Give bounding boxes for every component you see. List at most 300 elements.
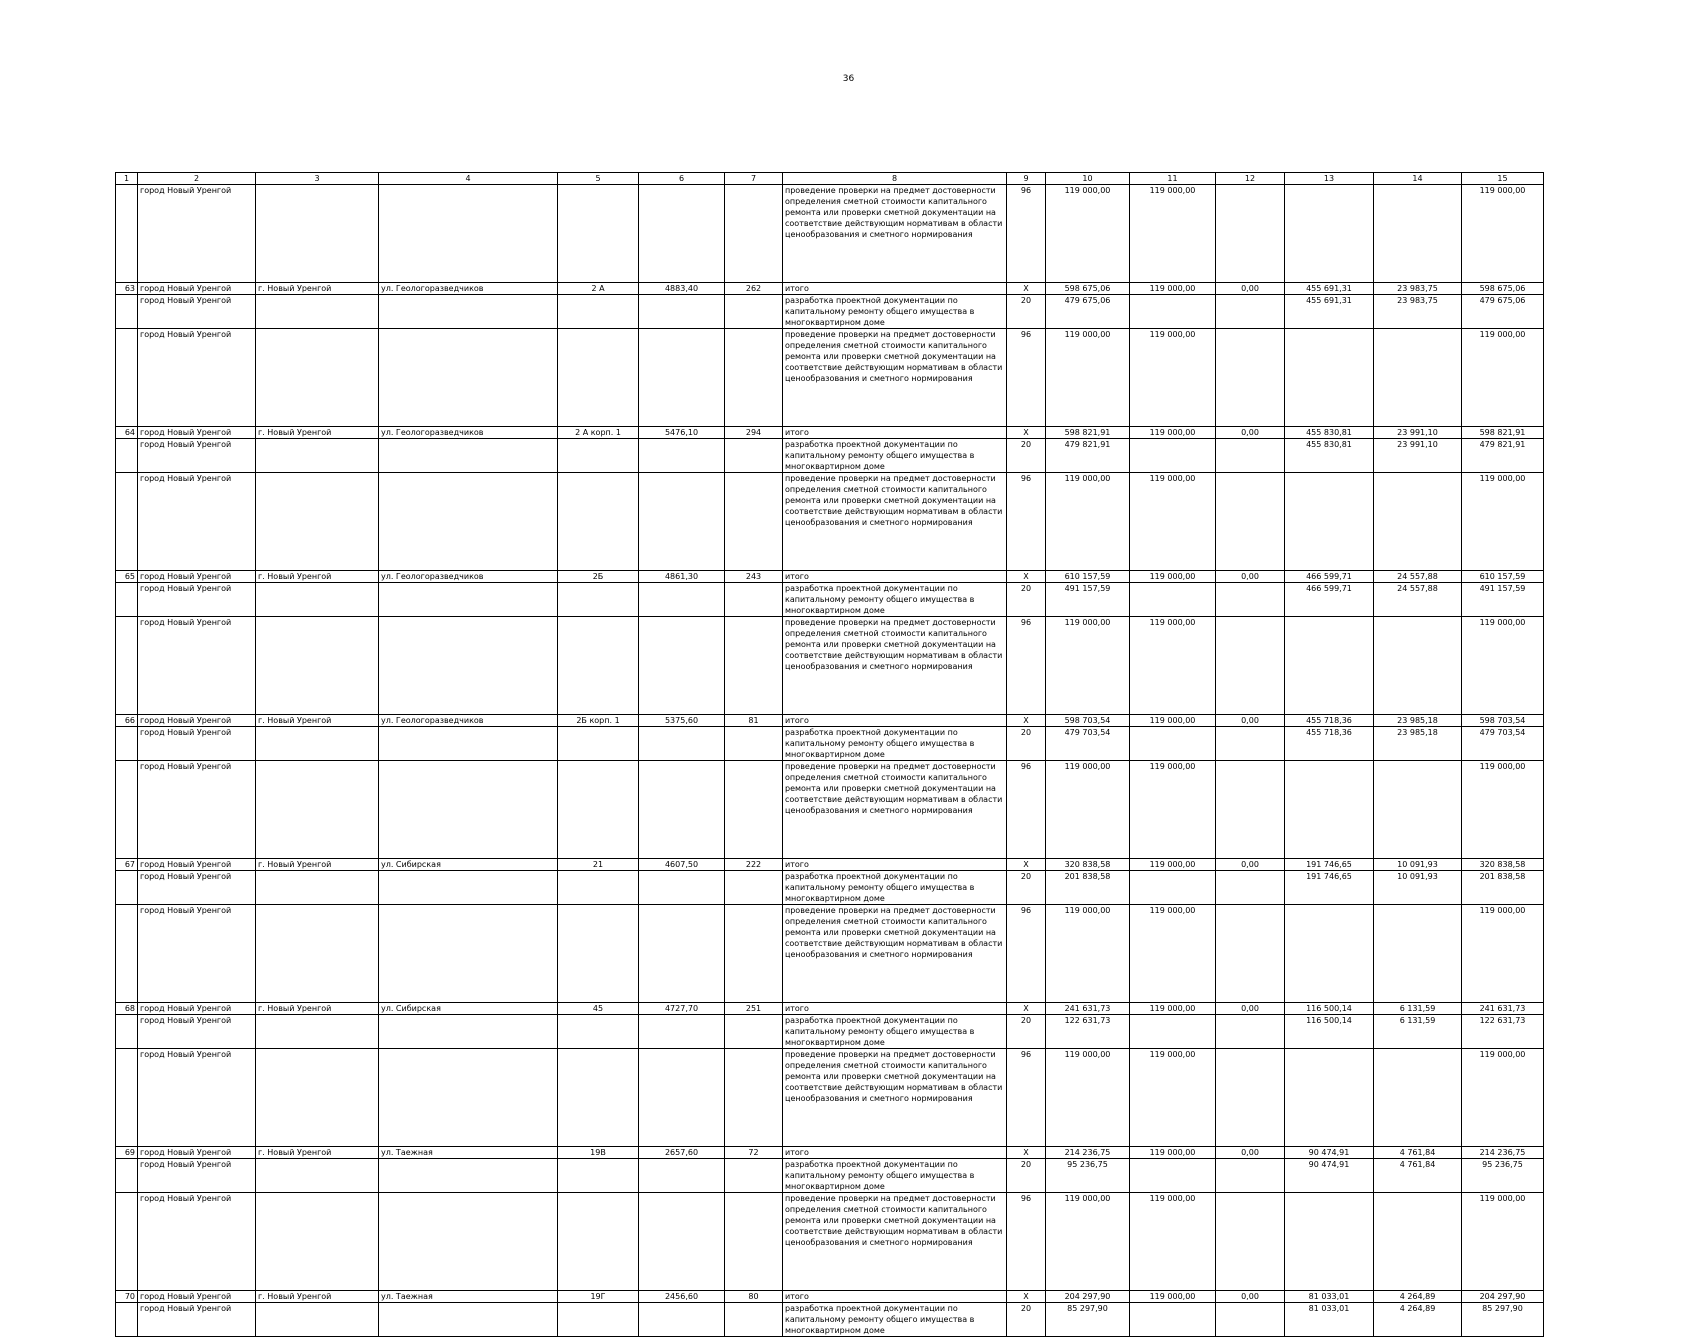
cell-col-15: 479 821,91 <box>1462 439 1544 473</box>
cell-col-10: 479 675,06 <box>1046 295 1130 329</box>
cell-col-9: 96 <box>1007 761 1046 859</box>
cell-col-2: город Новый Уренгой <box>138 295 256 329</box>
cell-col-2: город Новый Уренгой <box>138 905 256 1003</box>
cell-col-9: 20 <box>1007 439 1046 473</box>
cell-col-14: 10 091,93 <box>1374 871 1462 905</box>
cell-col-2: город Новый Уренгой <box>138 1147 256 1159</box>
cell-col-8: проведение проверки на предмет достоверности определения сметной стоимости капитального ремонта или проверки сметной документации на соответствие действующим нормативам в области ценообразования и сметного нормирования <box>783 1193 1007 1291</box>
cell-col-9: X <box>1007 427 1046 439</box>
cell-col-15: 119 000,00 <box>1462 1193 1544 1291</box>
cell-col-5 <box>558 439 639 473</box>
cell-col-12: 0,00 <box>1216 715 1285 727</box>
cell-col-14 <box>1374 1193 1462 1291</box>
cell-col-14: 4 761,84 <box>1374 1147 1462 1159</box>
cell-col-5 <box>558 1193 639 1291</box>
capital-repair-table <box>115 172 1544 1337</box>
cell-col-9: 20 <box>1007 871 1046 905</box>
table-row <box>116 571 1544 583</box>
cell-col-14: 23 991,10 <box>1374 439 1462 473</box>
cell-col-6 <box>639 1159 725 1193</box>
cell-col-2: город Новый Уренгой <box>138 859 256 871</box>
cell-col-3: г. Новый Уренгой <box>256 1291 379 1303</box>
cell-col-5 <box>558 295 639 329</box>
cell-col-10: 85 297,90 <box>1046 1303 1130 1337</box>
cell-col-2: город Новый Уренгой <box>138 1303 256 1337</box>
cell-col-5 <box>558 185 639 283</box>
cell-col-4 <box>379 1015 558 1049</box>
cell-col-6 <box>639 1049 725 1147</box>
cell-col-7 <box>725 1159 783 1193</box>
cell-col-10: 610 157,59 <box>1046 571 1130 583</box>
cell-col-3 <box>256 439 379 473</box>
table-row <box>116 583 1544 617</box>
cell-col-14 <box>1374 761 1462 859</box>
cell-col-8: проведение проверки на предмет достоверности определения сметной стоимости капитального ремонта или проверки сметной документации на соответствие действующим нормативам в области ценообразования и сметного нормирования <box>783 329 1007 427</box>
cell-col-13: 81 033,01 <box>1285 1291 1374 1303</box>
cell-col-2: город Новый Уренгой <box>138 329 256 427</box>
cell-col-10: 598 821,91 <box>1046 427 1130 439</box>
cell-col-14: 4 264,89 <box>1374 1303 1462 1337</box>
cell-col-8: итого <box>783 859 1007 871</box>
cell-col-3 <box>256 583 379 617</box>
cell-col-5: 2 А корп. 1 <box>558 427 639 439</box>
cell-col-8: разработка проектной документации по капитальному ремонту общего имущества в многоквартирном доме <box>783 1303 1007 1337</box>
table-row <box>116 427 1544 439</box>
cell-col-3 <box>256 185 379 283</box>
cell-col-11 <box>1130 1015 1216 1049</box>
cell-col-13: 455 718,36 <box>1285 727 1374 761</box>
cell-col-6 <box>639 439 725 473</box>
table-row <box>116 1015 1544 1049</box>
cell-col-12 <box>1216 295 1285 329</box>
cell-col-13 <box>1285 1049 1374 1147</box>
cell-col-11: 119 000,00 <box>1130 1003 1216 1015</box>
cell-col-14: 10 091,93 <box>1374 859 1462 871</box>
cell-col-14: 23 983,75 <box>1374 283 1462 295</box>
cell-col-13: 90 474,91 <box>1285 1147 1374 1159</box>
cell-col-8: итого <box>783 1291 1007 1303</box>
cell-col-6 <box>639 1015 725 1049</box>
cell-col-12 <box>1216 185 1285 283</box>
cell-col-8: разработка проектной документации по капитальному ремонту общего имущества в многоквартирном доме <box>783 871 1007 905</box>
cell-col-11 <box>1130 1159 1216 1193</box>
cell-col-15: 201 838,58 <box>1462 871 1544 905</box>
cell-col-2: город Новый Уренгой <box>138 1193 256 1291</box>
cell-col-1: 68 <box>116 1003 138 1015</box>
cell-col-10: 119 000,00 <box>1046 761 1130 859</box>
cell-col-12: 0,00 <box>1216 859 1285 871</box>
cell-col-11 <box>1130 295 1216 329</box>
cell-col-12: 0,00 <box>1216 283 1285 295</box>
cell-col-2: город Новый Уренгой <box>138 1049 256 1147</box>
cell-col-14: 24 557,88 <box>1374 571 1462 583</box>
cell-col-9: 20 <box>1007 727 1046 761</box>
table-row <box>116 329 1544 427</box>
cell-col-5: 45 <box>558 1003 639 1015</box>
table-row <box>116 859 1544 871</box>
cell-col-1 <box>116 617 138 715</box>
cell-col-2: город Новый Уренгой <box>138 439 256 473</box>
cell-col-3: г. Новый Уренгой <box>256 571 379 583</box>
column-header: 2 <box>138 173 256 185</box>
cell-col-13: 81 033,01 <box>1285 1303 1374 1337</box>
column-header: 10 <box>1046 173 1130 185</box>
cell-col-5 <box>558 1015 639 1049</box>
table-row <box>116 617 1544 715</box>
cell-col-13: 466 599,71 <box>1285 571 1374 583</box>
cell-col-11: 119 000,00 <box>1130 185 1216 283</box>
cell-col-6 <box>639 1303 725 1337</box>
cell-col-4 <box>379 1193 558 1291</box>
cell-col-15: 119 000,00 <box>1462 617 1544 715</box>
cell-col-8: разработка проектной документации по капитальному ремонту общего имущества в многоквартирном доме <box>783 1015 1007 1049</box>
cell-col-2: город Новый Уренгой <box>138 571 256 583</box>
cell-col-5 <box>558 1159 639 1193</box>
cell-col-9: X <box>1007 571 1046 583</box>
cell-col-11: 119 000,00 <box>1130 905 1216 1003</box>
cell-col-12 <box>1216 905 1285 1003</box>
cell-col-11: 119 000,00 <box>1130 283 1216 295</box>
cell-col-12 <box>1216 1303 1285 1337</box>
cell-col-3 <box>256 871 379 905</box>
cell-col-12 <box>1216 329 1285 427</box>
cell-col-14 <box>1374 1049 1462 1147</box>
cell-col-15: 598 821,91 <box>1462 427 1544 439</box>
cell-col-4: ул. Сибирская <box>379 1003 558 1015</box>
cell-col-12: 0,00 <box>1216 1291 1285 1303</box>
cell-col-7: 294 <box>725 427 783 439</box>
cell-col-6 <box>639 617 725 715</box>
cell-col-14: 23 983,75 <box>1374 295 1462 329</box>
cell-col-12 <box>1216 727 1285 761</box>
table-row <box>116 761 1544 859</box>
cell-col-12: 0,00 <box>1216 571 1285 583</box>
cell-col-5: 2Б <box>558 571 639 583</box>
cell-col-11: 119 000,00 <box>1130 1049 1216 1147</box>
cell-col-8: проведение проверки на предмет достоверности определения сметной стоимости капитального ремонта или проверки сметной документации на соответствие действующим нормативам в области ценообразования и сметного нормирования <box>783 617 1007 715</box>
cell-col-10: 201 838,58 <box>1046 871 1130 905</box>
cell-col-14 <box>1374 905 1462 1003</box>
column-header: 5 <box>558 173 639 185</box>
cell-col-11: 119 000,00 <box>1130 427 1216 439</box>
cell-col-6 <box>639 473 725 571</box>
cell-col-15: 204 297,90 <box>1462 1291 1544 1303</box>
cell-col-4 <box>379 583 558 617</box>
cell-col-3 <box>256 1015 379 1049</box>
cell-col-14: 6 131,59 <box>1374 1015 1462 1049</box>
cell-col-1 <box>116 905 138 1003</box>
cell-col-14: 24 557,88 <box>1374 583 1462 617</box>
cell-col-4 <box>379 473 558 571</box>
cell-col-15: 479 703,54 <box>1462 727 1544 761</box>
cell-col-11: 119 000,00 <box>1130 473 1216 571</box>
cell-col-14: 23 985,18 <box>1374 715 1462 727</box>
cell-col-15: 122 631,73 <box>1462 1015 1544 1049</box>
cell-col-9: 96 <box>1007 1049 1046 1147</box>
cell-col-1 <box>116 1049 138 1147</box>
cell-col-10: 95 236,75 <box>1046 1159 1130 1193</box>
cell-col-8: итого <box>783 1147 1007 1159</box>
cell-col-8: итого <box>783 283 1007 295</box>
cell-col-9: 96 <box>1007 905 1046 1003</box>
cell-col-1 <box>116 473 138 571</box>
cell-col-15: 119 000,00 <box>1462 905 1544 1003</box>
cell-col-11: 119 000,00 <box>1130 329 1216 427</box>
cell-col-1 <box>116 1159 138 1193</box>
cell-col-5 <box>558 1049 639 1147</box>
cell-col-13: 116 500,14 <box>1285 1003 1374 1015</box>
cell-col-9: X <box>1007 859 1046 871</box>
cell-col-2: город Новый Уренгой <box>138 1291 256 1303</box>
cell-col-10: 119 000,00 <box>1046 473 1130 571</box>
cell-col-1: 67 <box>116 859 138 871</box>
cell-col-10: 491 157,59 <box>1046 583 1130 617</box>
cell-col-11 <box>1130 439 1216 473</box>
cell-col-9: 96 <box>1007 617 1046 715</box>
cell-col-12: 0,00 <box>1216 1003 1285 1015</box>
cell-col-8: итого <box>783 715 1007 727</box>
cell-col-9: 96 <box>1007 185 1046 283</box>
cell-col-6: 4861,30 <box>639 571 725 583</box>
cell-col-14 <box>1374 329 1462 427</box>
cell-col-1 <box>116 329 138 427</box>
cell-col-3: г. Новый Уренгой <box>256 283 379 295</box>
cell-col-10: 598 703,54 <box>1046 715 1130 727</box>
cell-col-7 <box>725 439 783 473</box>
cell-col-14: 23 985,18 <box>1374 727 1462 761</box>
cell-col-6: 5375,60 <box>639 715 725 727</box>
cell-col-6: 4883,40 <box>639 283 725 295</box>
cell-col-7: 81 <box>725 715 783 727</box>
cell-col-3 <box>256 617 379 715</box>
cell-col-15: 119 000,00 <box>1462 473 1544 571</box>
cell-col-10: 119 000,00 <box>1046 1193 1130 1291</box>
cell-col-13 <box>1285 1193 1374 1291</box>
cell-col-11: 119 000,00 <box>1130 1291 1216 1303</box>
cell-col-15: 119 000,00 <box>1462 329 1544 427</box>
cell-col-15: 119 000,00 <box>1462 185 1544 283</box>
cell-col-7 <box>725 473 783 571</box>
cell-col-7: 72 <box>725 1147 783 1159</box>
cell-col-10: 119 000,00 <box>1046 905 1130 1003</box>
cell-col-7 <box>725 617 783 715</box>
cell-col-11 <box>1130 871 1216 905</box>
cell-col-10: 122 631,73 <box>1046 1015 1130 1049</box>
cell-col-7: 262 <box>725 283 783 295</box>
cell-col-15: 85 297,90 <box>1462 1303 1544 1337</box>
cell-col-12 <box>1216 871 1285 905</box>
cell-col-15: 598 703,54 <box>1462 715 1544 727</box>
cell-col-2: город Новый Уренгой <box>138 727 256 761</box>
cell-col-10: 119 000,00 <box>1046 329 1130 427</box>
cell-col-6: 5476,10 <box>639 427 725 439</box>
cell-col-13: 116 500,14 <box>1285 1015 1374 1049</box>
cell-col-4 <box>379 1159 558 1193</box>
cell-col-15: 95 236,75 <box>1462 1159 1544 1193</box>
cell-col-11 <box>1130 583 1216 617</box>
cell-col-7: 222 <box>725 859 783 871</box>
cell-col-4: ул. Сибирская <box>379 859 558 871</box>
table-row <box>116 1303 1544 1337</box>
cell-col-3 <box>256 1193 379 1291</box>
column-header: 13 <box>1285 173 1374 185</box>
table-row <box>116 1049 1544 1147</box>
cell-col-8: итого <box>783 427 1007 439</box>
cell-col-5 <box>558 329 639 427</box>
cell-col-9: X <box>1007 715 1046 727</box>
table-body <box>116 185 1544 1337</box>
cell-col-6: 4607,50 <box>639 859 725 871</box>
cell-col-7: 80 <box>725 1291 783 1303</box>
cell-col-9: X <box>1007 1291 1046 1303</box>
cell-col-2: город Новый Уренгой <box>138 617 256 715</box>
cell-col-6: 4727,70 <box>639 1003 725 1015</box>
cell-col-3 <box>256 473 379 571</box>
cell-col-2: город Новый Уренгой <box>138 583 256 617</box>
cell-col-12 <box>1216 1159 1285 1193</box>
cell-col-9: 96 <box>1007 329 1046 427</box>
cell-col-5 <box>558 583 639 617</box>
table-row <box>116 1003 1544 1015</box>
cell-col-7 <box>725 583 783 617</box>
cell-col-3: г. Новый Уренгой <box>256 1147 379 1159</box>
table-row <box>116 283 1544 295</box>
column-header: 4 <box>379 173 558 185</box>
cell-col-4 <box>379 295 558 329</box>
cell-col-9: 20 <box>1007 583 1046 617</box>
cell-col-6 <box>639 761 725 859</box>
page-number: 36 <box>842 74 855 84</box>
cell-col-13: 191 746,65 <box>1285 859 1374 871</box>
cell-col-2: город Новый Уренгой <box>138 871 256 905</box>
cell-col-4 <box>379 761 558 859</box>
cell-col-5 <box>558 905 639 1003</box>
cell-col-10: 119 000,00 <box>1046 617 1130 715</box>
table-row <box>116 473 1544 571</box>
cell-col-6: 2657,60 <box>639 1147 725 1159</box>
cell-col-15: 598 675,06 <box>1462 283 1544 295</box>
cell-col-5 <box>558 871 639 905</box>
cell-col-11: 119 000,00 <box>1130 1193 1216 1291</box>
cell-col-4 <box>379 871 558 905</box>
cell-col-8: проведение проверки на предмет достоверности определения сметной стоимости капитального ремонта или проверки сметной документации на соответствие действующим нормативам в области ценообразования и сметного нормирования <box>783 905 1007 1003</box>
cell-col-11: 119 000,00 <box>1130 1147 1216 1159</box>
cell-col-4 <box>379 617 558 715</box>
table-row <box>116 185 1544 283</box>
cell-col-4 <box>379 1049 558 1147</box>
cell-col-4: ул. Таежная <box>379 1291 558 1303</box>
cell-col-12 <box>1216 439 1285 473</box>
cell-col-3 <box>256 905 379 1003</box>
cell-col-7 <box>725 1193 783 1291</box>
cell-col-4: ул. Геологоразведчиков <box>379 283 558 295</box>
cell-col-5: 2 А <box>558 283 639 295</box>
cell-col-9: X <box>1007 1147 1046 1159</box>
cell-col-1: 63 <box>116 283 138 295</box>
cell-col-6 <box>639 727 725 761</box>
cell-col-7 <box>725 727 783 761</box>
column-header: 1 <box>116 173 138 185</box>
cell-col-11: 119 000,00 <box>1130 715 1216 727</box>
column-header: 15 <box>1462 173 1544 185</box>
cell-col-15: 491 157,59 <box>1462 583 1544 617</box>
cell-col-10: 119 000,00 <box>1046 1049 1130 1147</box>
cell-col-3 <box>256 329 379 427</box>
cell-col-1 <box>116 727 138 761</box>
cell-col-10: 598 675,06 <box>1046 283 1130 295</box>
cell-col-4 <box>379 905 558 1003</box>
table-row <box>116 1291 1544 1303</box>
cell-col-7 <box>725 329 783 427</box>
cell-col-12 <box>1216 583 1285 617</box>
cell-col-15: 119 000,00 <box>1462 1049 1544 1147</box>
cell-col-9: 20 <box>1007 1015 1046 1049</box>
table-row <box>116 1159 1544 1193</box>
cell-col-14: 4 264,89 <box>1374 1291 1462 1303</box>
cell-col-15: 119 000,00 <box>1462 761 1544 859</box>
cell-col-10: 214 236,75 <box>1046 1147 1130 1159</box>
cell-col-7 <box>725 185 783 283</box>
cell-col-13 <box>1285 617 1374 715</box>
cell-col-13: 455 718,36 <box>1285 715 1374 727</box>
cell-col-6 <box>639 295 725 329</box>
cell-col-10: 241 631,73 <box>1046 1003 1130 1015</box>
cell-col-3 <box>256 1303 379 1337</box>
table-row <box>116 1193 1544 1291</box>
cell-col-13 <box>1285 905 1374 1003</box>
cell-col-5: 2Б корп. 1 <box>558 715 639 727</box>
cell-col-12 <box>1216 761 1285 859</box>
cell-col-1 <box>116 583 138 617</box>
cell-col-8: проведение проверки на предмет достоверности определения сметной стоимости капитального ремонта или проверки сметной документации на соответствие действующим нормативам в области ценообразования и сметного нормирования <box>783 185 1007 283</box>
cell-col-9: 20 <box>1007 1303 1046 1337</box>
cell-col-13 <box>1285 473 1374 571</box>
header-row <box>116 173 1544 185</box>
cell-col-1: 66 <box>116 715 138 727</box>
cell-col-9: 96 <box>1007 1193 1046 1291</box>
cell-col-13 <box>1285 329 1374 427</box>
cell-col-9: 20 <box>1007 295 1046 329</box>
cell-col-1 <box>116 1303 138 1337</box>
cell-col-12 <box>1216 1015 1285 1049</box>
cell-col-4 <box>379 1303 558 1337</box>
cell-col-15: 479 675,06 <box>1462 295 1544 329</box>
cell-col-14 <box>1374 473 1462 571</box>
cell-col-10: 479 703,54 <box>1046 727 1130 761</box>
cell-col-4 <box>379 185 558 283</box>
cell-col-13 <box>1285 761 1374 859</box>
cell-col-15: 320 838,58 <box>1462 859 1544 871</box>
cell-col-1: 69 <box>116 1147 138 1159</box>
cell-col-12: 0,00 <box>1216 427 1285 439</box>
cell-col-11 <box>1130 1303 1216 1337</box>
table-row <box>116 727 1544 761</box>
column-header: 11 <box>1130 173 1216 185</box>
cell-col-6 <box>639 871 725 905</box>
cell-col-5 <box>558 761 639 859</box>
cell-col-3: г. Новый Уренгой <box>256 859 379 871</box>
cell-col-8: проведение проверки на предмет достоверности определения сметной стоимости капитального ремонта или проверки сметной документации на соответствие действующим нормативам в области ценообразования и сметного нормирования <box>783 473 1007 571</box>
cell-col-7 <box>725 295 783 329</box>
cell-col-2: город Новый Уренгой <box>138 761 256 859</box>
table-row <box>116 1147 1544 1159</box>
cell-col-7 <box>725 1015 783 1049</box>
cell-col-1 <box>116 185 138 283</box>
cell-col-3 <box>256 1049 379 1147</box>
cell-col-8: разработка проектной документации по капитальному ремонту общего имущества в многоквартирном доме <box>783 1159 1007 1193</box>
cell-col-2: город Новый Уренгой <box>138 185 256 283</box>
cell-col-7 <box>725 761 783 859</box>
